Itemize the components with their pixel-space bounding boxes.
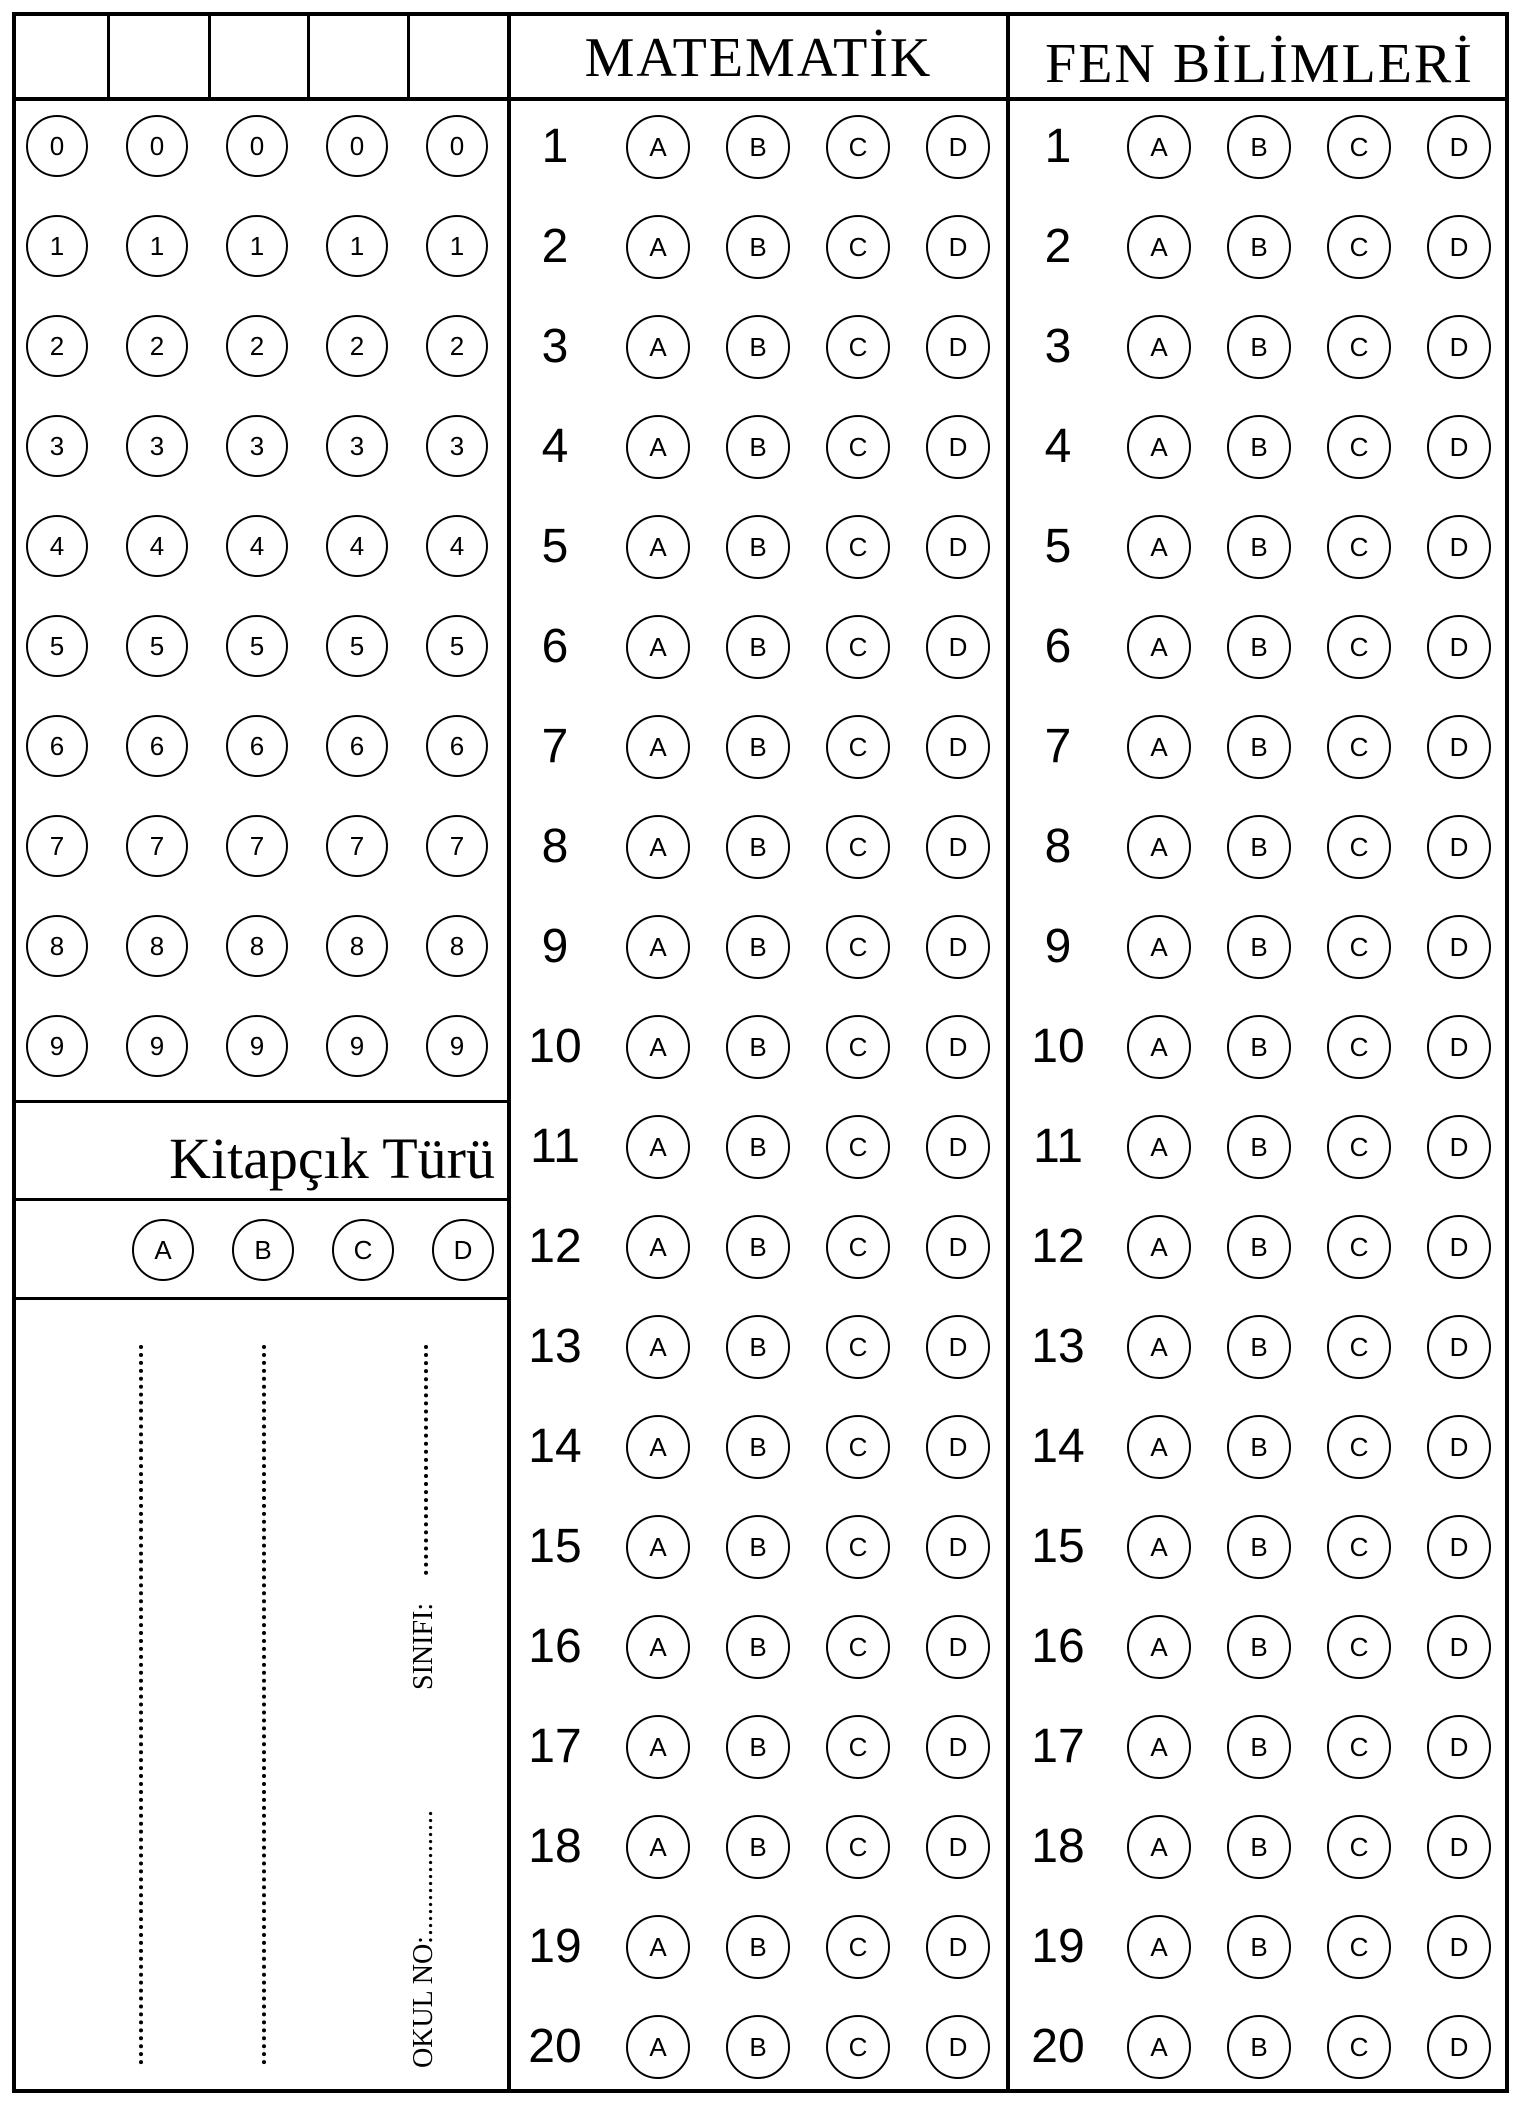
answer-bubble-b[interactable]: B bbox=[1227, 2015, 1291, 2079]
question-number: 17 bbox=[1031, 1720, 1085, 1773]
answer-bubble-b[interactable]: B bbox=[1227, 515, 1291, 579]
answer-bubble-c[interactable]: C bbox=[1327, 715, 1391, 779]
answer-bubble-a[interactable]: A bbox=[626, 1515, 690, 1579]
digit-bubble-8[interactable]: 8 bbox=[226, 915, 288, 977]
question-number: 12 bbox=[1031, 1220, 1085, 1273]
question-number: 9 bbox=[541, 920, 569, 973]
digit-bubble-0[interactable]: 0 bbox=[326, 115, 388, 177]
answer-bubble-d[interactable]: D bbox=[1427, 1315, 1491, 1379]
answer-bubble-c[interactable]: C bbox=[1327, 1815, 1391, 1879]
answer-bubble-c[interactable]: C bbox=[826, 1215, 890, 1279]
question-number: 10 bbox=[1031, 1020, 1085, 1073]
divider-left bbox=[507, 12, 511, 2093]
answer-bubble-d[interactable]: D bbox=[926, 815, 990, 879]
question-number: 1 bbox=[1044, 120, 1072, 173]
answer-bubble-b[interactable]: B bbox=[1227, 1115, 1291, 1179]
answer-bubble-c[interactable]: C bbox=[826, 1315, 890, 1379]
answer-bubble-a[interactable]: A bbox=[1127, 315, 1191, 379]
answer-bubble-d[interactable]: D bbox=[1427, 215, 1491, 279]
answer-bubble-b[interactable]: B bbox=[1227, 1715, 1291, 1779]
question-number: 7 bbox=[541, 720, 569, 773]
question-number: 15 bbox=[1031, 1520, 1085, 1573]
number-header-cell-divider bbox=[208, 12, 211, 99]
answer-bubble-d[interactable]: D bbox=[926, 115, 990, 179]
answer-bubble-b[interactable]: B bbox=[1227, 1915, 1291, 1979]
answer-bubble-c[interactable]: C bbox=[826, 815, 890, 879]
answer-bubble-a[interactable]: A bbox=[626, 1815, 690, 1879]
question-number: 13 bbox=[1031, 1320, 1085, 1373]
answer-bubble-b[interactable]: B bbox=[1227, 1315, 1291, 1379]
answer-bubble-c[interactable]: C bbox=[1327, 1715, 1391, 1779]
answer-bubble-a[interactable]: A bbox=[626, 1115, 690, 1179]
answer-bubble-a[interactable]: A bbox=[1127, 1815, 1191, 1879]
answer-bubble-d[interactable]: D bbox=[1427, 615, 1491, 679]
answer-bubble-b[interactable]: B bbox=[726, 1615, 790, 1679]
answer-bubble-b[interactable]: B bbox=[726, 315, 790, 379]
answer-bubble-a[interactable]: A bbox=[1127, 515, 1191, 579]
answer-bubble-c[interactable]: C bbox=[826, 715, 890, 779]
answer-bubble-d[interactable]: D bbox=[926, 615, 990, 679]
digit-bubble-3[interactable]: 3 bbox=[26, 415, 88, 477]
digit-bubble-4[interactable]: 4 bbox=[126, 515, 188, 577]
question-number: 9 bbox=[1044, 920, 1072, 973]
question-number: 18 bbox=[1031, 1820, 1085, 1873]
answer-bubble-c[interactable]: C bbox=[826, 315, 890, 379]
question-number: 17 bbox=[528, 1720, 582, 1773]
question-number: 20 bbox=[1031, 2020, 1085, 2073]
answer-bubble-c[interactable]: C bbox=[1327, 615, 1391, 679]
digit-bubble-7[interactable]: 7 bbox=[226, 815, 288, 877]
answer-bubble-b[interactable]: B bbox=[1227, 1015, 1291, 1079]
answer-bubble-d[interactable]: D bbox=[1427, 415, 1491, 479]
answer-bubble-a[interactable]: A bbox=[626, 515, 690, 579]
answer-bubble-b[interactable]: B bbox=[726, 715, 790, 779]
answer-bubble-c[interactable]: C bbox=[826, 1115, 890, 1179]
booklet-type-title: Kitapçık Türü bbox=[169, 1126, 495, 1191]
answer-bubble-b[interactable]: B bbox=[1227, 415, 1291, 479]
answer-bubble-d[interactable]: D bbox=[1427, 1515, 1491, 1579]
answer-bubble-b[interactable]: B bbox=[1227, 915, 1291, 979]
question-number: 19 bbox=[528, 1920, 582, 1973]
answer-bubble-b[interactable]: B bbox=[1227, 1415, 1291, 1479]
answer-bubble-a[interactable]: A bbox=[1127, 1515, 1191, 1579]
digit-bubble-7[interactable]: 7 bbox=[26, 815, 88, 877]
answer-bubble-c[interactable]: C bbox=[1327, 1415, 1391, 1479]
digit-bubble-6[interactable]: 6 bbox=[226, 715, 288, 777]
question-number: 1 bbox=[541, 120, 569, 173]
answer-bubble-c[interactable]: C bbox=[1327, 815, 1391, 879]
booklet-bottom-line bbox=[12, 1297, 509, 1300]
digit-bubble-5[interactable]: 5 bbox=[426, 615, 488, 677]
sinifi-label: SINIFI: bbox=[408, 1602, 439, 1690]
answer-bubble-b[interactable]: B bbox=[726, 1915, 790, 1979]
digit-bubble-5[interactable]: 5 bbox=[226, 615, 288, 677]
answer-bubble-c[interactable]: C bbox=[826, 1915, 890, 1979]
digit-bubble-4[interactable]: 4 bbox=[326, 515, 388, 577]
answer-bubble-b[interactable]: B bbox=[1227, 1815, 1291, 1879]
digit-bubble-9[interactable]: 9 bbox=[126, 1015, 188, 1077]
digit-bubble-1[interactable]: 1 bbox=[126, 215, 188, 277]
digit-bubble-0[interactable]: 0 bbox=[126, 115, 188, 177]
answer-bubble-a[interactable]: A bbox=[626, 815, 690, 879]
booklet-option-c[interactable]: C bbox=[332, 1219, 394, 1281]
booklet-option-b[interactable]: B bbox=[232, 1219, 294, 1281]
answer-bubble-d[interactable]: D bbox=[1427, 1015, 1491, 1079]
answer-bubble-a[interactable]: A bbox=[1127, 215, 1191, 279]
question-number: 12 bbox=[528, 1220, 582, 1273]
answer-bubble-c[interactable]: C bbox=[1327, 1515, 1391, 1579]
answer-bubble-a[interactable]: A bbox=[1127, 615, 1191, 679]
answer-bubble-c[interactable]: C bbox=[1327, 515, 1391, 579]
answer-bubble-b[interactable]: B bbox=[726, 1015, 790, 1079]
divider-right bbox=[1006, 12, 1010, 2093]
answer-bubble-d[interactable]: D bbox=[1427, 115, 1491, 179]
question-number: 4 bbox=[1044, 420, 1072, 473]
answer-bubble-d[interactable]: D bbox=[1427, 1715, 1491, 1779]
digit-bubble-9[interactable]: 9 bbox=[226, 1015, 288, 1077]
answer-bubble-c[interactable]: C bbox=[1327, 1615, 1391, 1679]
answer-bubble-c[interactable]: C bbox=[826, 1815, 890, 1879]
digit-bubble-3[interactable]: 3 bbox=[126, 415, 188, 477]
answer-bubble-d[interactable]: D bbox=[1427, 1915, 1491, 1979]
question-number: 7 bbox=[1044, 720, 1072, 773]
question-number: 16 bbox=[1031, 1620, 1085, 1673]
answer-bubble-d[interactable]: D bbox=[926, 515, 990, 579]
answer-bubble-b[interactable]: B bbox=[726, 1315, 790, 1379]
answer-bubble-b[interactable]: B bbox=[726, 815, 790, 879]
digit-bubble-5[interactable]: 5 bbox=[326, 615, 388, 677]
answer-bubble-c[interactable]: C bbox=[826, 615, 890, 679]
question-number: 5 bbox=[1044, 520, 1072, 573]
question-number: 8 bbox=[541, 820, 569, 873]
question-number: 3 bbox=[541, 320, 569, 373]
answer-bubble-c[interactable]: C bbox=[826, 115, 890, 179]
okul-no-label: OKUL NO:.................. bbox=[408, 1810, 439, 2068]
answer-bubble-a[interactable]: A bbox=[626, 315, 690, 379]
digit-bubble-1[interactable]: 1 bbox=[426, 215, 488, 277]
booklet-option-a[interactable]: A bbox=[132, 1219, 194, 1281]
question-number: 8 bbox=[1044, 820, 1072, 873]
answer-bubble-b[interactable]: B bbox=[726, 915, 790, 979]
answer-bubble-c[interactable]: C bbox=[1327, 315, 1391, 379]
answer-bubble-b[interactable]: B bbox=[1227, 615, 1291, 679]
digit-bubble-2[interactable]: 2 bbox=[26, 315, 88, 377]
digit-bubble-9[interactable]: 9 bbox=[426, 1015, 488, 1077]
answer-bubble-a[interactable]: A bbox=[1127, 2015, 1191, 2079]
answer-bubble-d[interactable]: D bbox=[926, 315, 990, 379]
digit-bubble-6[interactable]: 6 bbox=[426, 715, 488, 777]
digit-bubble-7[interactable]: 7 bbox=[426, 815, 488, 877]
answer-bubble-d[interactable]: D bbox=[1427, 2015, 1491, 2079]
digit-bubble-4[interactable]: 4 bbox=[426, 515, 488, 577]
number-header-cell-divider bbox=[107, 12, 110, 99]
answer-bubble-d[interactable]: D bbox=[926, 715, 990, 779]
question-number: 18 bbox=[528, 1820, 582, 1873]
question-number: 6 bbox=[1044, 620, 1072, 673]
answer-bubble-c[interactable]: C bbox=[826, 515, 890, 579]
digit-bubble-0[interactable]: 0 bbox=[426, 115, 488, 177]
answer-bubble-a[interactable]: A bbox=[626, 2015, 690, 2079]
answer-bubble-c[interactable]: C bbox=[826, 1015, 890, 1079]
answer-bubble-d[interactable]: D bbox=[926, 1115, 990, 1179]
section-title-matematik: MATEMATİK bbox=[584, 27, 933, 89]
answer-bubble-d[interactable]: D bbox=[1427, 1815, 1491, 1879]
digit-bubble-8[interactable]: 8 bbox=[126, 915, 188, 977]
answer-bubble-b[interactable]: B bbox=[1227, 1515, 1291, 1579]
question-number: 2 bbox=[541, 220, 569, 273]
answer-bubble-d[interactable]: D bbox=[1427, 715, 1491, 779]
question-number: 20 bbox=[528, 2020, 582, 2073]
answer-bubble-a[interactable]: A bbox=[626, 215, 690, 279]
surname-write-line bbox=[262, 1345, 266, 2065]
answer-bubble-d[interactable]: D bbox=[926, 2015, 990, 2079]
answer-bubble-b[interactable]: B bbox=[726, 515, 790, 579]
booklet-top-line bbox=[12, 1100, 509, 1103]
answer-bubble-c[interactable]: C bbox=[1327, 2015, 1391, 2079]
question-number: 4 bbox=[541, 420, 569, 473]
name-write-line bbox=[139, 1345, 143, 2065]
digit-bubble-7[interactable]: 7 bbox=[126, 815, 188, 877]
digit-bubble-2[interactable]: 2 bbox=[326, 315, 388, 377]
digit-bubble-4[interactable]: 4 bbox=[26, 515, 88, 577]
answer-bubble-b[interactable]: B bbox=[726, 1215, 790, 1279]
digit-bubble-9[interactable]: 9 bbox=[26, 1015, 88, 1077]
answer-bubble-a[interactable]: A bbox=[626, 915, 690, 979]
digit-bubble-9[interactable]: 9 bbox=[326, 1015, 388, 1077]
digit-bubble-2[interactable]: 2 bbox=[226, 315, 288, 377]
answer-bubble-c[interactable]: C bbox=[1327, 1015, 1391, 1079]
answer-bubble-c[interactable]: C bbox=[826, 415, 890, 479]
answer-bubble-a[interactable]: A bbox=[1127, 715, 1191, 779]
question-number: 11 bbox=[1033, 1120, 1083, 1173]
answer-bubble-d[interactable]: D bbox=[1427, 1615, 1491, 1679]
answer-bubble-b[interactable]: B bbox=[1227, 1215, 1291, 1279]
question-number: 14 bbox=[528, 1420, 582, 1473]
answer-bubble-d[interactable]: D bbox=[926, 1915, 990, 1979]
answer-bubble-d[interactable]: D bbox=[1427, 315, 1491, 379]
digit-bubble-7[interactable]: 7 bbox=[326, 815, 388, 877]
answer-bubble-b[interactable]: B bbox=[726, 215, 790, 279]
answer-bubble-a[interactable]: A bbox=[626, 715, 690, 779]
answer-bubble-a[interactable]: A bbox=[626, 615, 690, 679]
answer-bubble-a[interactable]: A bbox=[1127, 815, 1191, 879]
answer-bubble-a[interactable]: A bbox=[1127, 1915, 1191, 1979]
class-write-line bbox=[424, 1345, 428, 1575]
digit-bubble-5[interactable]: 5 bbox=[126, 615, 188, 677]
number-header-cell-divider bbox=[307, 12, 310, 99]
number-header-cell-divider bbox=[407, 12, 410, 99]
digit-bubble-6[interactable]: 6 bbox=[126, 715, 188, 777]
answer-bubble-a[interactable]: A bbox=[1127, 115, 1191, 179]
answer-bubble-a[interactable]: A bbox=[626, 1915, 690, 1979]
answer-bubble-a[interactable]: A bbox=[626, 415, 690, 479]
answer-bubble-c[interactable]: C bbox=[826, 215, 890, 279]
answer-bubble-a[interactable]: A bbox=[1127, 1215, 1191, 1279]
answer-bubble-c[interactable]: C bbox=[1327, 1915, 1391, 1979]
answer-bubble-d[interactable]: D bbox=[1427, 1215, 1491, 1279]
answer-bubble-c[interactable]: C bbox=[1327, 215, 1391, 279]
answer-bubble-a[interactable]: A bbox=[1127, 1715, 1191, 1779]
answer-bubble-c[interactable]: C bbox=[1327, 1215, 1391, 1279]
answer-bubble-d[interactable]: D bbox=[926, 1415, 990, 1479]
answer-bubble-d[interactable]: D bbox=[926, 415, 990, 479]
answer-bubble-c[interactable]: C bbox=[826, 1615, 890, 1679]
answer-bubble-b[interactable]: B bbox=[726, 2015, 790, 2079]
answer-bubble-d[interactable]: D bbox=[926, 1015, 990, 1079]
answer-bubble-c[interactable]: C bbox=[1327, 415, 1391, 479]
answer-bubble-a[interactable]: A bbox=[626, 115, 690, 179]
answer-bubble-a[interactable]: A bbox=[1127, 915, 1191, 979]
header-line bbox=[12, 97, 1509, 101]
digit-bubble-8[interactable]: 8 bbox=[426, 915, 488, 977]
answer-bubble-a[interactable]: A bbox=[1127, 1415, 1191, 1479]
question-number: 19 bbox=[1031, 1920, 1085, 1973]
answer-bubble-d[interactable]: D bbox=[926, 1815, 990, 1879]
digit-bubble-1[interactable]: 1 bbox=[326, 215, 388, 277]
answer-bubble-b[interactable]: B bbox=[1227, 215, 1291, 279]
answer-bubble-b[interactable]: B bbox=[726, 1815, 790, 1879]
digit-bubble-3[interactable]: 3 bbox=[226, 415, 288, 477]
answer-bubble-b[interactable]: B bbox=[1227, 1615, 1291, 1679]
digit-bubble-2[interactable]: 2 bbox=[426, 315, 488, 377]
answer-bubble-d[interactable]: D bbox=[1427, 515, 1491, 579]
answer-bubble-a[interactable]: A bbox=[1127, 415, 1191, 479]
digit-bubble-8[interactable]: 8 bbox=[26, 915, 88, 977]
answer-bubble-d[interactable]: D bbox=[926, 915, 990, 979]
question-number: 13 bbox=[528, 1320, 582, 1373]
digit-bubble-3[interactable]: 3 bbox=[426, 415, 488, 477]
answer-bubble-d[interactable]: D bbox=[1427, 1115, 1491, 1179]
digit-bubble-1[interactable]: 1 bbox=[26, 215, 88, 277]
question-number: 2 bbox=[1044, 220, 1072, 273]
answer-bubble-b[interactable]: B bbox=[1227, 715, 1291, 779]
answer-bubble-c[interactable]: C bbox=[826, 1515, 890, 1579]
question-number: 16 bbox=[528, 1620, 582, 1673]
answer-bubble-c[interactable]: C bbox=[1327, 1115, 1391, 1179]
question-number: 6 bbox=[541, 620, 569, 673]
digit-bubble-0[interactable]: 0 bbox=[26, 115, 88, 177]
answer-bubble-b[interactable]: B bbox=[726, 1115, 790, 1179]
answer-bubble-d[interactable]: D bbox=[926, 1515, 990, 1579]
answer-bubble-c[interactable]: C bbox=[1327, 1315, 1391, 1379]
answer-bubble-d[interactable]: D bbox=[926, 215, 990, 279]
question-number: 14 bbox=[1031, 1420, 1085, 1473]
digit-bubble-5[interactable]: 5 bbox=[26, 615, 88, 677]
answer-bubble-b[interactable]: B bbox=[1227, 815, 1291, 879]
answer-bubble-d[interactable]: D bbox=[926, 1215, 990, 1279]
answer-bubble-a[interactable]: A bbox=[1127, 1115, 1191, 1179]
answer-bubble-a[interactable]: A bbox=[626, 1215, 690, 1279]
answer-bubble-d[interactable]: D bbox=[926, 1615, 990, 1679]
question-number: 3 bbox=[1044, 320, 1072, 373]
answer-bubble-c[interactable]: C bbox=[1327, 115, 1391, 179]
answer-bubble-b[interactable]: B bbox=[726, 1515, 790, 1579]
question-number: 10 bbox=[528, 1020, 582, 1073]
answer-bubble-b[interactable]: B bbox=[726, 615, 790, 679]
answer-bubble-a[interactable]: A bbox=[626, 1415, 690, 1479]
answer-bubble-b[interactable]: B bbox=[726, 1415, 790, 1479]
booklet-mid-line bbox=[12, 1198, 509, 1201]
answer-bubble-c[interactable]: C bbox=[826, 1415, 890, 1479]
digit-bubble-6[interactable]: 6 bbox=[26, 715, 88, 777]
question-number: 15 bbox=[528, 1520, 582, 1573]
booklet-option-d[interactable]: D bbox=[432, 1219, 494, 1281]
digit-bubble-2[interactable]: 2 bbox=[126, 315, 188, 377]
answer-bubble-a[interactable]: A bbox=[626, 1715, 690, 1779]
answer-bubble-c[interactable]: C bbox=[826, 2015, 890, 2079]
digit-bubble-3[interactable]: 3 bbox=[326, 415, 388, 477]
answer-bubble-b[interactable]: B bbox=[726, 115, 790, 179]
digit-bubble-6[interactable]: 6 bbox=[326, 715, 388, 777]
answer-bubble-b[interactable]: B bbox=[726, 415, 790, 479]
answer-bubble-a[interactable]: A bbox=[626, 1015, 690, 1079]
answer-bubble-d[interactable]: D bbox=[926, 1715, 990, 1779]
answer-bubble-a[interactable]: A bbox=[626, 1315, 690, 1379]
answer-bubble-c[interactable]: C bbox=[826, 915, 890, 979]
answer-bubble-d[interactable]: D bbox=[1427, 1415, 1491, 1479]
answer-bubble-c[interactable]: C bbox=[826, 1715, 890, 1779]
answer-bubble-a[interactable]: A bbox=[1127, 1315, 1191, 1379]
answer-bubble-b[interactable]: B bbox=[726, 1715, 790, 1779]
answer-bubble-d[interactable]: D bbox=[926, 1315, 990, 1379]
answer-bubble-d[interactable]: D bbox=[1427, 815, 1491, 879]
question-number: 5 bbox=[541, 520, 569, 573]
answer-bubble-c[interactable]: C bbox=[1327, 915, 1391, 979]
answer-bubble-b[interactable]: B bbox=[1227, 315, 1291, 379]
digit-bubble-8[interactable]: 8 bbox=[326, 915, 388, 977]
answer-bubble-b[interactable]: B bbox=[1227, 115, 1291, 179]
answer-bubble-a[interactable]: A bbox=[1127, 1015, 1191, 1079]
digit-bubble-1[interactable]: 1 bbox=[226, 215, 288, 277]
answer-bubble-d[interactable]: D bbox=[1427, 915, 1491, 979]
digit-bubble-0[interactable]: 0 bbox=[226, 115, 288, 177]
question-number: 11 bbox=[530, 1120, 580, 1173]
digit-bubble-4[interactable]: 4 bbox=[226, 515, 288, 577]
answer-bubble-a[interactable]: A bbox=[626, 1615, 690, 1679]
section-title-fen-bilimleri: FEN BİLİMLERİ bbox=[1045, 33, 1474, 95]
answer-bubble-a[interactable]: A bbox=[1127, 1615, 1191, 1679]
